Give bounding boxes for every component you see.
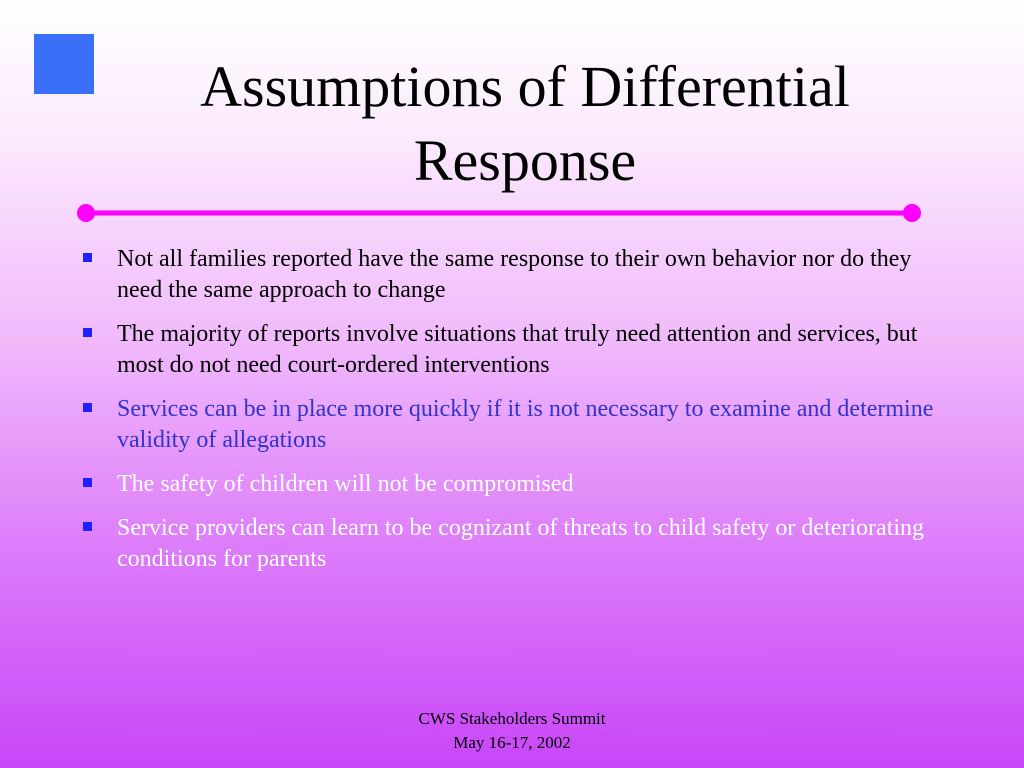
corner-square-decoration [34,34,94,94]
bullet-text: Not all families reported have the same response to their own behavior nor do they need the same approach to change [117,246,912,303]
square-bullet-icon [83,403,92,412]
bullet-list [78,244,938,588]
title-divider [74,201,924,225]
square-bullet-icon [83,522,92,531]
bullet-text: The majority of reports involve situations that truly need attention and services, but most do not need court-ordered interventions [117,321,918,378]
divider-dot-left [77,204,95,222]
bullet-text: Service providers can learn to be cognizant of threats to child safety or deteriorating conditions for parents [117,515,925,572]
footer-event-date: May 16-17, 2002 [453,733,571,752]
divider-dot-right [903,204,921,222]
bullet-item [78,394,938,456]
bullet-item [78,244,938,306]
footer-event-name: CWS Stakeholders Summit [418,709,606,728]
bullet-item [78,469,938,500]
bullet-item [78,513,938,575]
square-bullet-icon [83,478,92,487]
square-bullet-icon [83,328,92,337]
bullet-text: Services can be in place more quickly if it is not necessary to examine and determine validity of allegations [117,396,934,453]
slide-title-line-1: Assumptions of Differential [200,54,850,119]
bullet-item [78,319,938,381]
slide-footer [362,707,662,755]
bullet-text: The safety of children will not be compromised [117,471,574,497]
slide-title-line-2: Response [413,128,637,193]
square-bullet-icon [83,253,92,262]
slide-title [100,50,950,198]
